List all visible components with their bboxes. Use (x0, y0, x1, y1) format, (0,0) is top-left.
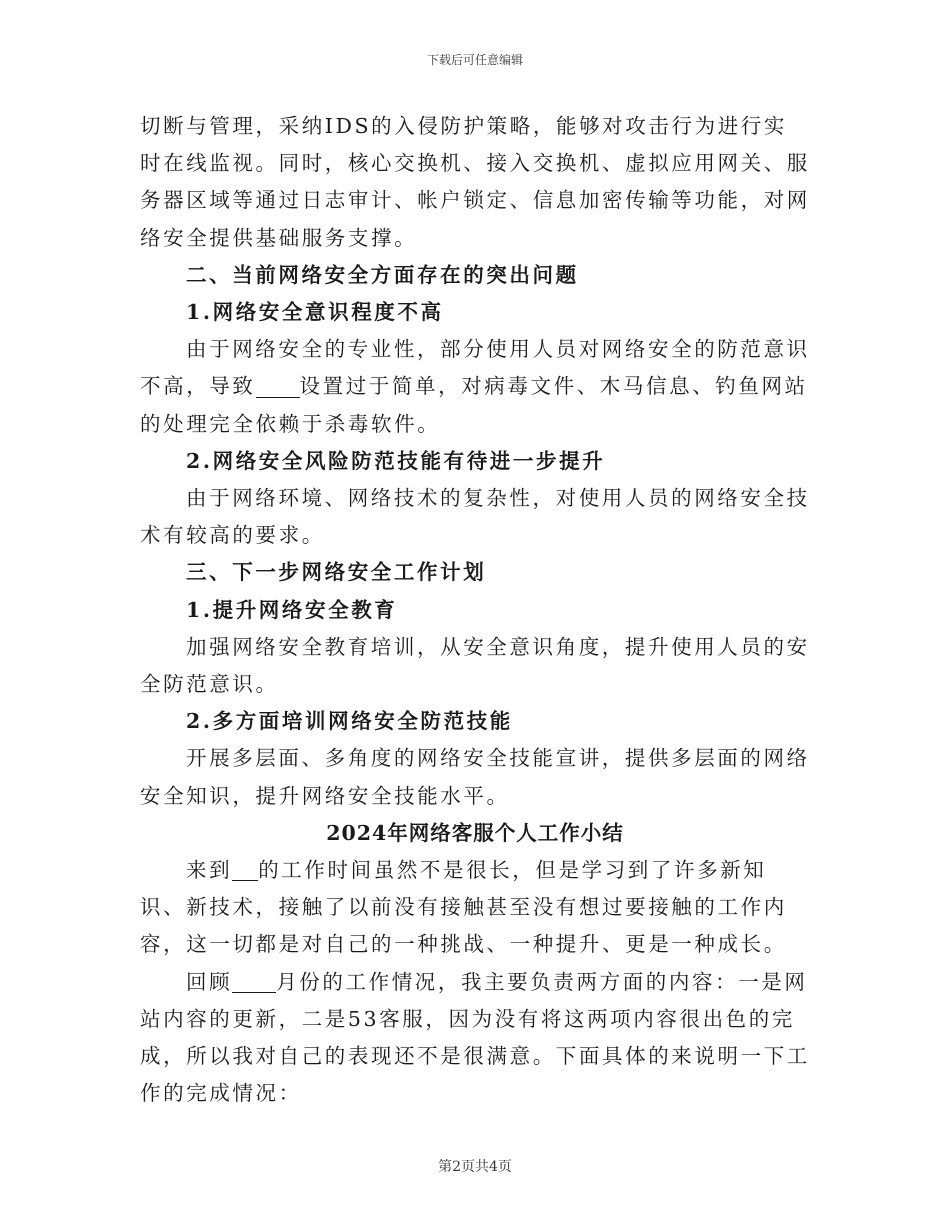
subheading-risk-skills: 2.网络安全风险防范技能有待进一步提升 (186, 448, 606, 473)
paragraph-risk-skills: 由于网络环境、网络技术的复杂性，对使用人员的网络安全技术有较高的要求。 (140, 486, 810, 548)
subheading-awareness: 1.网络安全意识程度不高 (186, 300, 444, 325)
fill-in-blank (232, 860, 258, 882)
fill-in-blank (256, 376, 300, 398)
subheading-education: 1.提升网络安全教育 (186, 597, 398, 622)
section-heading-plan: 三、下一步网络安全工作计划 (186, 560, 487, 585)
paragraph-review (140, 964, 810, 1113)
paragraph-intro-part2: 的工作时间虽然不是很长，但是学习到了许多新知识、新技术，接触了以前没有接触甚至没有想过要接触的工作内容，这一切都是对自己的一种挑战、一种提升、更是一种成长。 (140, 858, 787, 957)
paragraph-intro-part1: 来到 (186, 858, 233, 883)
paragraph-intro (140, 852, 810, 964)
paragraph-review-part2: 月份的工作情况，我主要负责两方面的内容：一是网站内容的更新，二是53客服，因为没有将这两项内容很出色的完成，所以我对自己的表现还不是很满意。下面具体的来说明一下工作的完成情况： (140, 969, 810, 1106)
document-body (140, 108, 810, 1112)
page-footer: 第2页共4页 (438, 1159, 512, 1175)
document-title: 2024年网络客服个人工作小结 (326, 820, 624, 845)
paragraph-awareness-part1: 由于网络安全的专业性，部分使用人员对网络安全的防范意识不高，导致 (140, 337, 810, 399)
paragraph-awareness-part2: 设置过于简单，对病毒文件、木马信息、钓鱼网站的处理完全依赖于杀毒软件。 (140, 374, 808, 436)
paragraph-network-monitoring: 切断与管理，采纳IDS的入侵防护策略，能够对攻击行为进行实时在线监视。同时，核心交换机、接入交换机、虚拟应用网关、服务器区域等通过日志审计、帐户锁定、信息加密传输等功能，对网络安全提供基础服务支撑。 (140, 114, 810, 250)
subheading-training: 2.多方面培训网络安全防范技能 (186, 709, 513, 734)
paragraph-training: 开展多层面、多角度的网络安全技能宣讲，提供多层面的网络安全知识，提升网络安全技能水平。 (140, 746, 810, 808)
section-heading-problems: 二、当前网络安全方面存在的突出问题 (186, 262, 579, 287)
paragraph-education: 加强网络安全教育培训，从安全意识角度，提升使用人员的安全防范意识。 (140, 634, 810, 697)
page-header: 下载后可任意编辑 (426, 53, 523, 67)
paragraph-review-part1: 回顾 (186, 969, 233, 994)
fill-in-blank (232, 971, 276, 993)
paragraph-awareness (140, 331, 810, 443)
